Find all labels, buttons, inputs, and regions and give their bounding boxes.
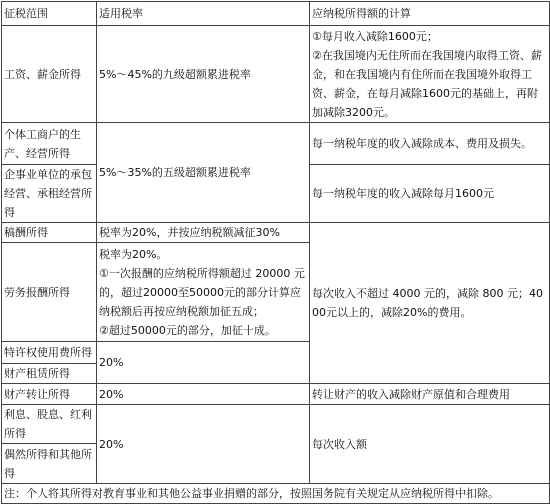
- interest-scope: 利息、股息、红利所得: [2, 405, 97, 444]
- contract-business-calc: 每一纳税年度的收入减除每月1600元: [310, 165, 550, 223]
- labor-calc: 每次收入不超过 4000 元的，减除 800 元；4000元以上的，减除20%的费用。: [310, 223, 550, 384]
- header-rate: 适用税率: [97, 2, 310, 26]
- table-row-authors: [2, 223, 550, 243]
- labor-scope: 劳务报酬所得: [2, 243, 97, 342]
- wages-calc-line-1: ①每月收入减除1600元；: [312, 29, 438, 43]
- tax-rate-table: [1, 1, 550, 504]
- interest-calc: 每次收入额: [310, 405, 550, 484]
- labor-rate: [97, 243, 310, 342]
- lease-rate: 20%: [97, 342, 310, 384]
- transfer-rate: 20%: [97, 384, 310, 405]
- authors-rate: 税率为20%，并按应纳税额减征30%: [97, 223, 310, 243]
- transfer-calc: 转让财产的收入减除财产原值和合理费用: [310, 384, 550, 405]
- lease-scope: 财产租赁所得: [2, 364, 97, 384]
- table-row-transfer: [2, 384, 550, 405]
- table-row-wages: [2, 26, 550, 123]
- business-rate: 5%～35%的五级超额累进税率: [97, 123, 310, 223]
- labor-rate-line-1: 税率为20%。: [99, 247, 168, 261]
- individual-business-calc: 每一纳税年度的收入减除成本、费用及损失。: [310, 123, 550, 165]
- authors-scope: 稿酬所得: [2, 223, 97, 243]
- individual-business-scope: 个体工商户的生产、经营所得: [2, 123, 97, 165]
- labor-rate-line-3: ②超过50000元的部分，加征十成。: [99, 323, 276, 337]
- table-row-individual-business: [2, 123, 550, 165]
- wages-calc-line-2: ②在我国境内无住所而在我国境内取得工资、薪金，和在我国境内有住所而在我国境外取得工资、薪金，在每月减除1600元的基础上，再附加减除3200元。: [312, 48, 542, 119]
- wages-calc: [310, 26, 550, 123]
- table-row-interest: [2, 405, 550, 444]
- wages-scope: 工资、薪金所得: [2, 26, 97, 123]
- header-calc: 应纳税所得额的计算: [310, 2, 550, 26]
- royalty-scope: 特许权使用费所得: [2, 342, 97, 364]
- header-row: [2, 2, 550, 26]
- labor-rate-line-2: ①一次报酬的应纳税所得额超过 20000 元的，超过20000至50000元的部分计算应纳税额后再按应纳税额加征五成；: [99, 266, 305, 318]
- interest-rate: 20%: [97, 405, 310, 484]
- contract-business-scope: 企事业单位的承包经营、承租经营所得: [2, 165, 97, 223]
- incidental-scope: 偶然所得和其他所得: [2, 444, 97, 484]
- wages-rate: 5%～45%的九级超额累进税率: [97, 26, 310, 123]
- transfer-scope: 财产转让所得: [2, 384, 97, 405]
- header-scope: 征税范围: [2, 2, 97, 26]
- footnote: 注：个人将其所得对教育事业和其他公益事业捐赠的部分，按照国务院有关规定从应纳税所得中扣除。: [2, 484, 550, 504]
- table-row-note: [2, 484, 550, 504]
